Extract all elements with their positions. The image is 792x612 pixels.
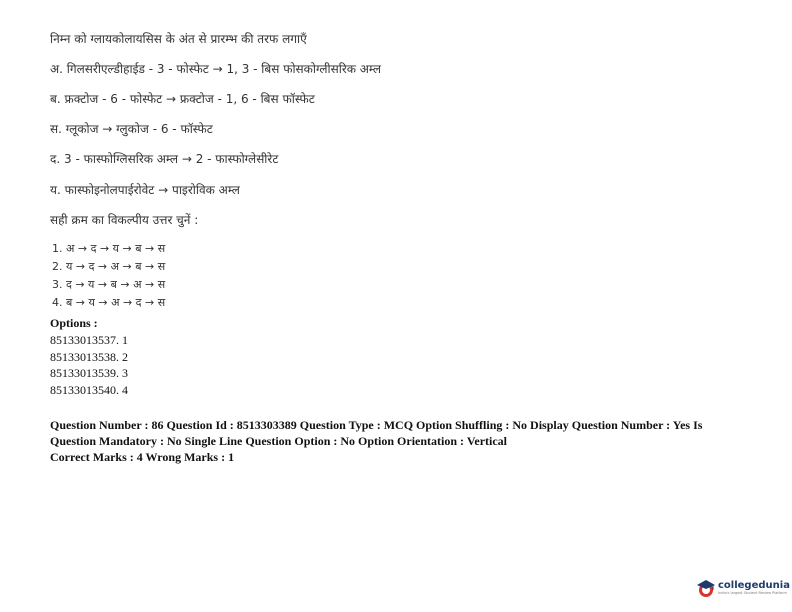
option-list [50,332,128,398]
options-heading: Options : [50,316,98,330]
question-title: निम्न को ग्लायकोलायसिस के अंत से प्रारम्भ की तरफ लगाएँ [50,32,307,46]
question-step: स. ग्लूकोज → ग्लुकोज - 6 - फॉस्फेट [50,122,213,136]
question-step: य. फास्फोइनोलपाईरोवेट → पाइरोविक अम्ल [50,183,240,197]
question-step: द. 3 - फास्फोग्लिसरिक अम्ल → 2 - फास्फोग्लेसीरेट [50,152,279,166]
metadata-marks: Correct Marks : 4 Wrong Marks : 1 [50,450,235,464]
choice-item: 4. ब → य → अ → द → स [52,296,166,309]
option-item: 85133013538. 2 [50,349,128,364]
question-prompt: सही क्रम का विकल्पीय उत्तर चुनें : [50,213,199,227]
logo-tagline: India's largest Student Review Platform [718,591,787,595]
option-item: 85133013540. 4 [50,382,128,397]
option-item: 85133013537. 1 [50,333,128,347]
choice-list [52,240,165,312]
question-step: ब. फ्रक्टोज - 6 - फोस्फेट → फ्रक्टोज - 1, 6 - बिस फॉस्फेट [50,92,315,106]
question-step: अ. गिलसरीएल्डीहाईड - 3 - फोस्फेट → 1, 3 - बिस फोसकोग्लीसरिक अम्ल [50,62,382,76]
collegedunia-logo [696,578,790,598]
option-item: 85133013539. 3 [50,366,128,380]
metadata-line: Question Number : 86 Question Id : 8513303389 Question Type : MCQ Option Shuffling : No Display Question Number : Yes Is Question Mandatory : No Single Line Question Option : No Option Orientation : Vertical [50,418,703,448]
logo-name: collegedunia [718,580,790,591]
choice-item: 2. य → द → अ → ब → स [52,260,166,273]
question-metadata [50,417,730,465]
choice-item: 3. द → य → ब → अ → स [52,278,166,291]
graduate-cap-icon [696,578,716,598]
choice-item: 1. अ → द → य → ब → स [52,242,166,255]
